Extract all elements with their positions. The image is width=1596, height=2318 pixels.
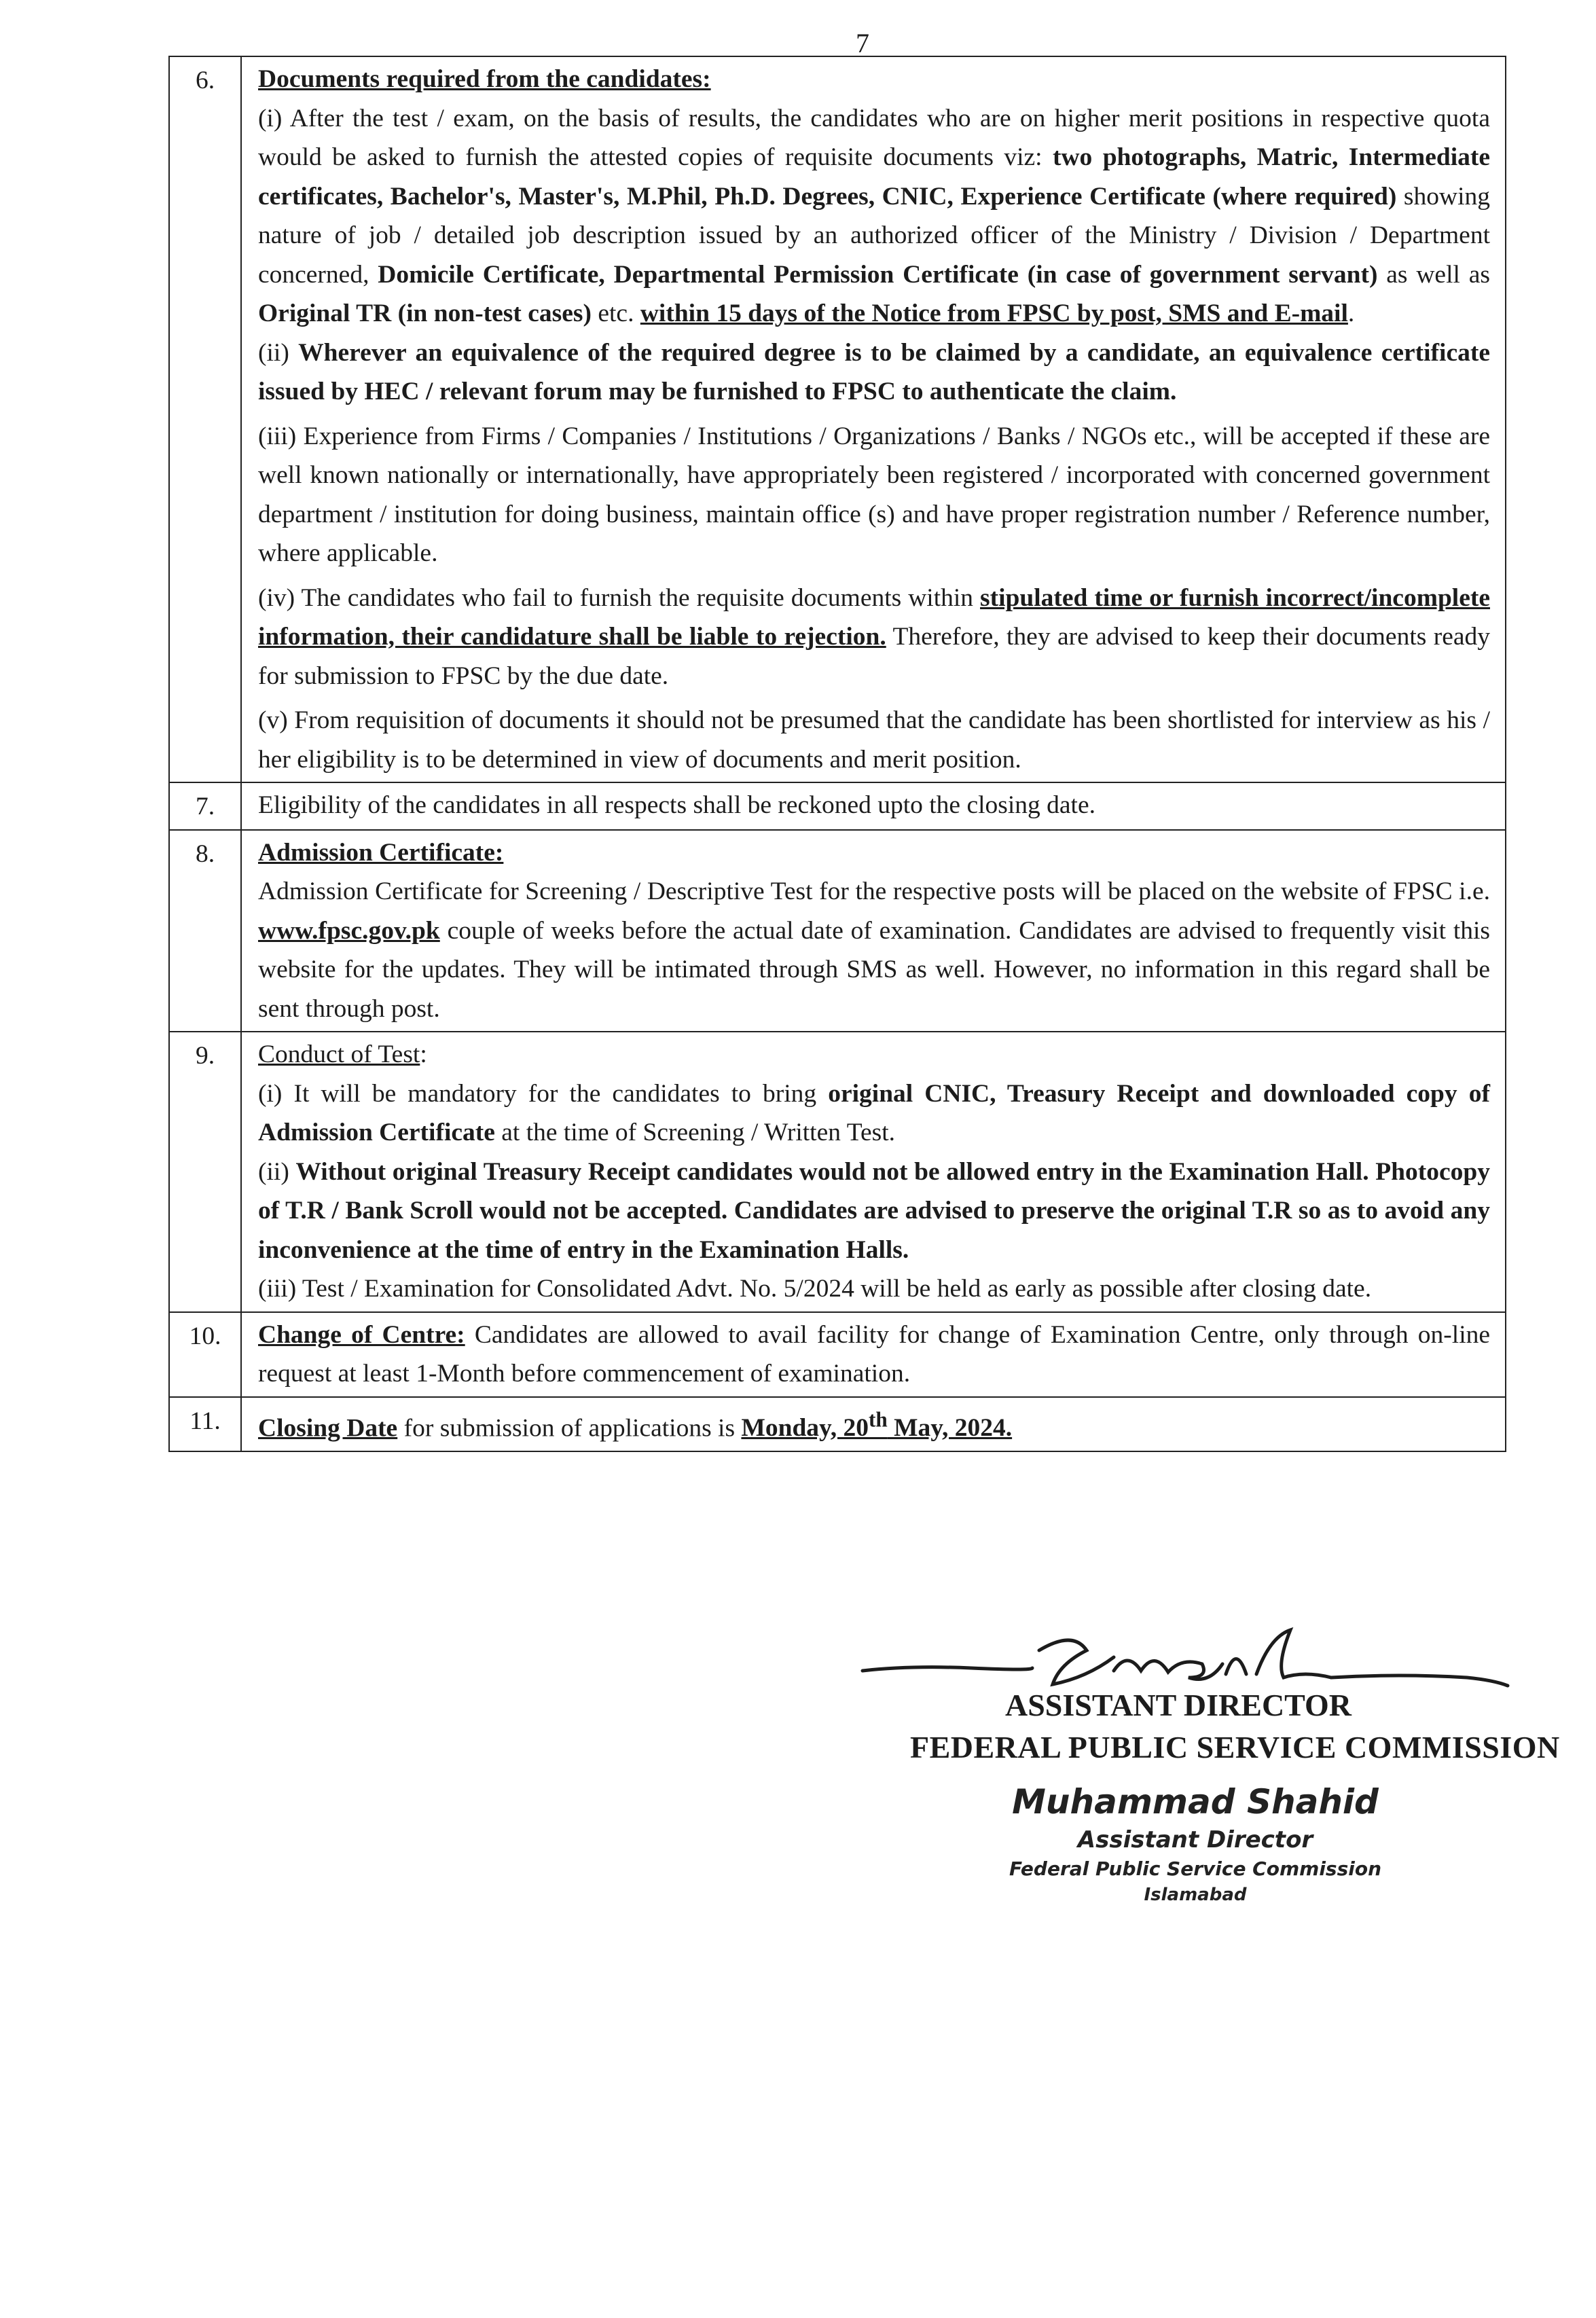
instructions-table (168, 56, 1506, 1452)
paragraph-documents-iii: (iii) Experience from Firms / Companies / Institutions / Organizations / Banks / NGOs etc., will be accepted if these are well known nationally or internationally, have appropriately been registered / incorporated with concerned government department / institution for doing business, maintain office (s) and have proper registration number / Reference number, where applicable. (258, 422, 1490, 567)
website-link[interactable]: www.fpsc.gov.pk (258, 916, 440, 945)
stamp-name: Muhammad Shahid (1012, 1782, 1379, 1822)
row-content-eligibility (241, 782, 1506, 830)
paragraph-documents-v: (v) From requisition of documents it should not be presumed that the candidate has been shortlisted for interview as his / her eligibility is to be determined in view of documents and merit position. (258, 706, 1490, 774)
stamp-city: Islamabad (1144, 1885, 1247, 1905)
table-row (169, 830, 1506, 1032)
paragraph-admission: Admission Certificate for Screening / Descriptive Test for the respective posts will be placed on the website of FPSC i.e. www.fpsc.gov.pk couple of weeks before the actual date of examination. Candidates are advised to frequently visit this website for the updates. They will be intimated through SMS as well. However, no information in this regard shall be sent through post. (258, 877, 1490, 1023)
row-number: 9. (169, 1032, 241, 1312)
row-content-conduct (241, 1032, 1506, 1312)
row-number: 7. (169, 782, 241, 830)
section-heading-documents: Documents required from the candidates: (258, 65, 711, 93)
closing-date-value: Monday, 20th May, 2024. (741, 1407, 1013, 1442)
paragraph-conduct-iii: (iii) Test / Examination for Consolidated Advt. No. 5/2024 will be held as early as possible after closing date. (258, 1275, 1372, 1303)
paragraph-documents-iv: (iv) The candidates who fail to furnish the requisite documents within stipulated time or furnish incorrect/incomplete information, their candidature shall be liable to rejection. Therefore, they are advised to keep their documents ready for submission to FPSC by the due date. (258, 583, 1490, 690)
row-number: 8. (169, 830, 241, 1032)
row-content-documents (241, 56, 1506, 782)
paragraph-closing-date: Closing Date for submission of applications is Monday, 20th May, 2024. (258, 1407, 1013, 1442)
table-row (169, 56, 1506, 782)
table-row (169, 1032, 1506, 1312)
paragraph-eligibility: Eligibility of the candidates in all respects shall be reckoned upto the closing date. (258, 791, 1095, 819)
paragraph-documents-ii: (ii) Wherever an equivalence of the required degree is to be claimed by a candidate, an equivalence certificate issued by HEC / relevant forum may be furnished to FPSC to authenticate the claim. (258, 338, 1490, 405)
row-content-change-centre (241, 1312, 1506, 1397)
paragraph-change-centre: Change of Centre: Candidates are allowed to avail facility for change of Examination Centre, only through on-line request at least 1-Month before commencement of examination. (258, 1320, 1491, 1388)
stamp-organization: Federal Public Service Commission (1009, 1858, 1382, 1880)
row-content-admission (241, 830, 1506, 1032)
section-heading-conduct: Conduct of Test: (258, 1040, 427, 1068)
paragraph-conduct-ii: (ii) Without original Treasury Receipt candidates would not be allowed entry in the Examination Hall. Photocopy of T.R / Bank Scroll would not be accepted. Candidates are advised to preserve the original T.R so as to avoid any inconvenience at the time of entry in the Examination Halls. (258, 1157, 1490, 1264)
row-content-closing-date (241, 1397, 1506, 1451)
row-number: 10. (169, 1312, 241, 1397)
table-row (169, 1312, 1506, 1397)
row-number: 11. (169, 1397, 241, 1451)
table-row (169, 782, 1506, 830)
signatory-title: ASSISTANT DIRECTOR (1005, 1688, 1352, 1722)
page-number: 7 (856, 28, 869, 58)
signature-block (903, 1684, 1596, 1769)
section-heading-admission: Admission Certificate: (258, 838, 504, 867)
stamp-title: Assistant Director (1077, 1826, 1313, 1853)
row-number: 6. (169, 56, 241, 782)
signatory-organization: FEDERAL PUBLIC SERVICE COMMISSION (910, 1730, 1560, 1764)
official-stamp (992, 1779, 1399, 1907)
paragraph-documents-i: (i) After the test / exam, on the basis of results, the candidates who are on higher merit positions in respective quota would be asked to furnish the attested copies of requisite documents viz: two photographs, Matric, Intermediate certificates, Bachelor's, Master's, M.Phil, Ph.D. Degrees, CNIC, Experience Certificate (where required) showing nature of job / detailed job description issued by an authorized officer of the Ministry / Division / Department concerned, Domicile Certificate, Departmental Permission Certificate (in case of government servant) as well as Original TR (in non-test cases) etc. within 15 days of the Notice from FPSC by post, SMS and E-mail. (258, 104, 1491, 327)
table-row (169, 1397, 1506, 1451)
paragraph-conduct-i: (i) It will be mandatory for the candidates to bring original CNIC, Treasury Receipt and downloaded copy of Admission Certificate at the time of Screening / Written Test. (258, 1079, 1490, 1146)
